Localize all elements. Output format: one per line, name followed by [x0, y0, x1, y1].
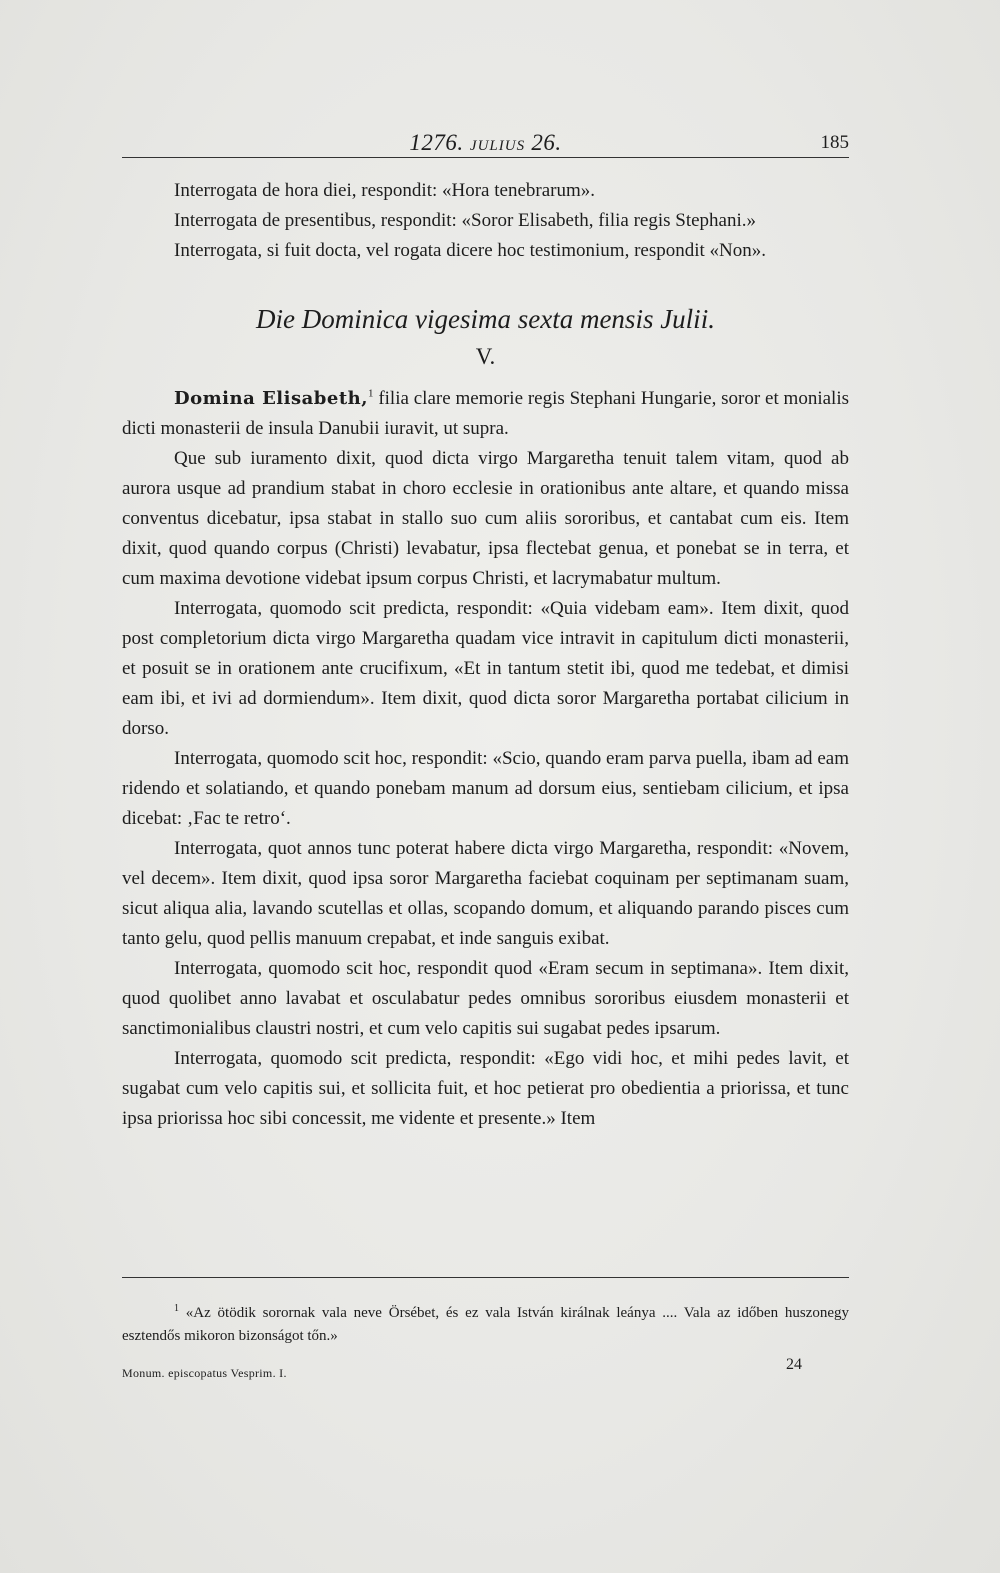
body-paragraph: Que sub iuramento dixit, quod dicta virgo Margaretha tenuit talem vitam, quod ab aurora usque ad prandium stabat in choro ecclesie in orationibus ante altare, et quando missa conventus dicebatur, ipsa stabat in stallo suo cum aliis sororibus, et cantabat cum eis. Item dixit, quod quando corpus (Christi) levabatur, ipsa flectebat genua, et ponebat se in terra, et cum maxima devotione videbat ipsum corpus Christi, et lacrymabatur multum. [122, 448, 849, 589]
section-number: V. [475, 344, 496, 369]
footnote-reference: 1 [368, 387, 374, 400]
witness-name: Domina Elisabeth, [174, 388, 368, 409]
body-paragraph: Interrogata, quomodo scit predicta, respondit: «Quia videbam eam». Item dixit, quod post completorium dicta virgo Margaretha quadam vice intravit in capitulum dicti monasterii, et posuit se in orationem ante crucifixum, «Et in tantum stetit ibi, quod me tedebat, et dimisi eam ibi, et ivi ad dormiendum». Item dixit, quod dicta soror Margaretha portabat cilicium in dorso. [122, 598, 849, 739]
footnote-text: «Az ötödik sorornak vala neve Örsébet, és ez vala István királnak leánya .... Vala az időben huszonegy esztendős mikoron bizonságot tőn.» [122, 1305, 850, 1344]
running-head [122, 130, 849, 156]
page-number: 185 [820, 132, 849, 153]
body-paragraph: Interrogata, quomodo scit hoc, respondit quod «Eram secum in septimana». Item dixit, quod quolibet anno lavabat et osculabatur pedes omnibus sororibus eiusdem monasterii et sanctimonialibus claustri nostri, et cum velo capitis sui sugabat pedes ipsarum. [122, 958, 849, 1039]
intro-line: Interrogata de hora diei, respondit: «Hora tenebrarum». [174, 180, 596, 201]
printer-signature: Monum. episcopatus Vesprim. I. [122, 1366, 287, 1380]
body-paragraph: Interrogata, quomodo scit hoc, respondit: «Scio, quando eram parva puella, ibam ad eam ridendo et solatiando, et quando ponebam manum ad dorsum eius, sentiebam cilicium, et ipsa dicebat: ‚Fac te retro‘. [122, 748, 849, 829]
footnote-marker: 1 [174, 1303, 179, 1314]
intro-line: Interrogata de presentibus, respondit: «Soror Elisabeth, filia regis Stephani.» [174, 210, 756, 231]
section-title: Die Dominica vigesima sexta mensis Julii. [256, 304, 715, 334]
body-text [122, 176, 849, 1134]
page-header [122, 130, 849, 158]
running-head-month: JULIUS [469, 138, 526, 154]
witness-text: filia clare memorie regis Stephani Hungarie, soror et monialis dicti monasterii de insula Danubii iuravit, ut supra. [122, 388, 849, 439]
footnote [122, 1302, 849, 1348]
sheet-number: 24 [786, 1356, 802, 1373]
intro-line: Interrogata, si fuit docta, vel rogata dicere hoc testimonium, respondit «Non». [174, 240, 766, 261]
header-rule [122, 157, 849, 158]
footnote-rule [122, 1277, 849, 1278]
body-paragraph: Interrogata, quomodo scit predicta, respondit: «Ego vidi hoc, et mihi pedes lavit, et sugabat cum velo capitis sui, et sollicita fuit, et hoc petierat pro obedientia a priorissa, et tunc ipsa priorissa hoc sibi concessit, me vidente et presente.» Item [122, 1048, 849, 1129]
witness-paragraph [122, 384, 849, 444]
running-head-day: 26. [531, 130, 562, 155]
running-head-year: 1276. [409, 130, 464, 155]
body-paragraph: Interrogata, quot annos tunc poterat habere dicta virgo Margaretha, respondit: «Novem, vel decem». Item dixit, quod ipsa soror Margaretha faciebat coquinam per septimanam suam, sicut aliqua alia, lavando scutellas et ollas, scopando domum, et aliquando parando pisces cum tanto gelu, quod pellis manuum crepabat, et inde sanguis exibat. [122, 838, 849, 949]
